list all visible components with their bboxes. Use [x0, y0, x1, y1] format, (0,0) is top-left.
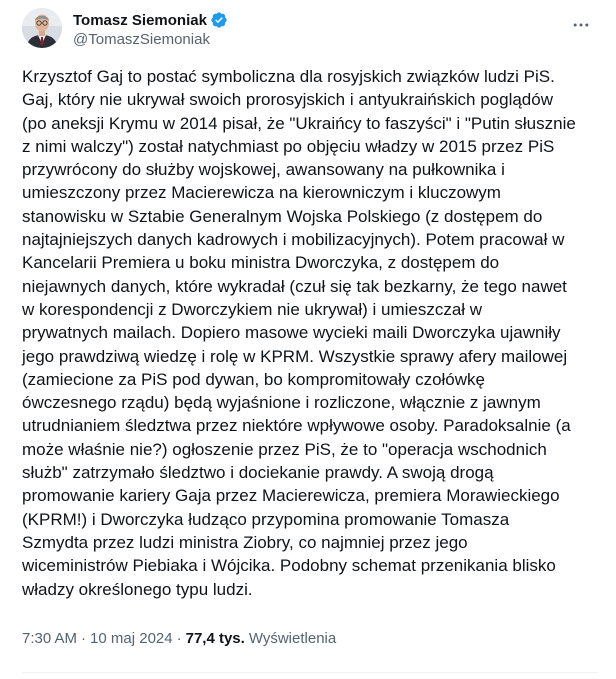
- user-info: [73, 10, 228, 48]
- meta-separator-2: ·: [176, 630, 182, 647]
- profile-photo-icon: [22, 8, 62, 48]
- display-name[interactable]: Tomasz Siemoniak: [73, 11, 207, 29]
- more-options-button[interactable]: [564, 8, 598, 42]
- more-horizontal-icon: [571, 15, 591, 35]
- tweet-date[interactable]: 10 maj 2024: [90, 630, 173, 647]
- meta-separator: ·: [81, 630, 87, 647]
- verified-badge-icon[interactable]: [210, 11, 228, 29]
- tweet-time[interactable]: 7:30 AM: [22, 630, 78, 647]
- views-count: 77,4 tys.: [185, 630, 245, 647]
- tweet-text: Krzysztof Gaj to postać symboliczna dla rosyjskich związków ludzi PiS. Gaj, który nie ukrywał swoich prorosyjskich i antyukraińskich poglądów (po aneksji Krymu w 2014 pisał, że "Ukraińcy to faszyści" i "Putin słusznie z nimi walczy") został natychmiast po objęciu władzy w 2015 przez PiS przywrócony do służby wojskowej, awansowany na pułkownika i umieszczony przez Macierewicza na kierowniczym i kluczowym stanowisku w Sztabie Generalnym Wojska Polskiego (z dostępem do najtajniejszych danych kadrowych i mobilizacyjnych). Potem pracował w Kancelarii Premiera u boku ministra Dworczyka, z dostępem do niejawnych danych, które wykradał (czuł się tak bezkarny, że tego nawet w korespondencji z Dworczykiem nie ukrywał) i umieszczał w prywatnych mailach. Dopiero masowe wycieki maili Dworczyka ujawniły jego prawdziwą wiedzę i rolę w KPRM. Wszystkie sprawy afery mailowej (zamiecione za PiS pod dywan, bo kompromitowały czołówkę ówczesnego rządu) będą wyjaśnione i rozliczone, włącznie z jawnym utrudnianiem śledztwa przez niektóre wpływowe osoby. Paradoksalnie (a może właśnie nie?) ogłoszenie przez PiS, że to "operacja wschodnich służb" zatrzymało śledztwo i dociekanie prawdy. A swoją drogą promowanie kariery Gaja przez Macierewicza, premiera Morawieckiego (KPRM!) i Dworczyka łudząco przypomina promowanie Tomasza Szmydta przez ludzi ministra Ziobry, co najmniej przez jego wiceministrów Piebiaka i Wójcika. Podobny schemat przenikania blisko władzy określonego typu ludzi.: [22, 67, 576, 599]
- views-label[interactable]: Wyświetlenia: [248, 630, 337, 647]
- tweet-meta: [22, 630, 336, 647]
- user-handle[interactable]: @TomaszSiemoniak: [73, 31, 210, 48]
- name-row: [73, 10, 228, 30]
- divider: [22, 672, 598, 673]
- tweet-header: [22, 8, 598, 52]
- avatar[interactable]: [22, 8, 62, 48]
